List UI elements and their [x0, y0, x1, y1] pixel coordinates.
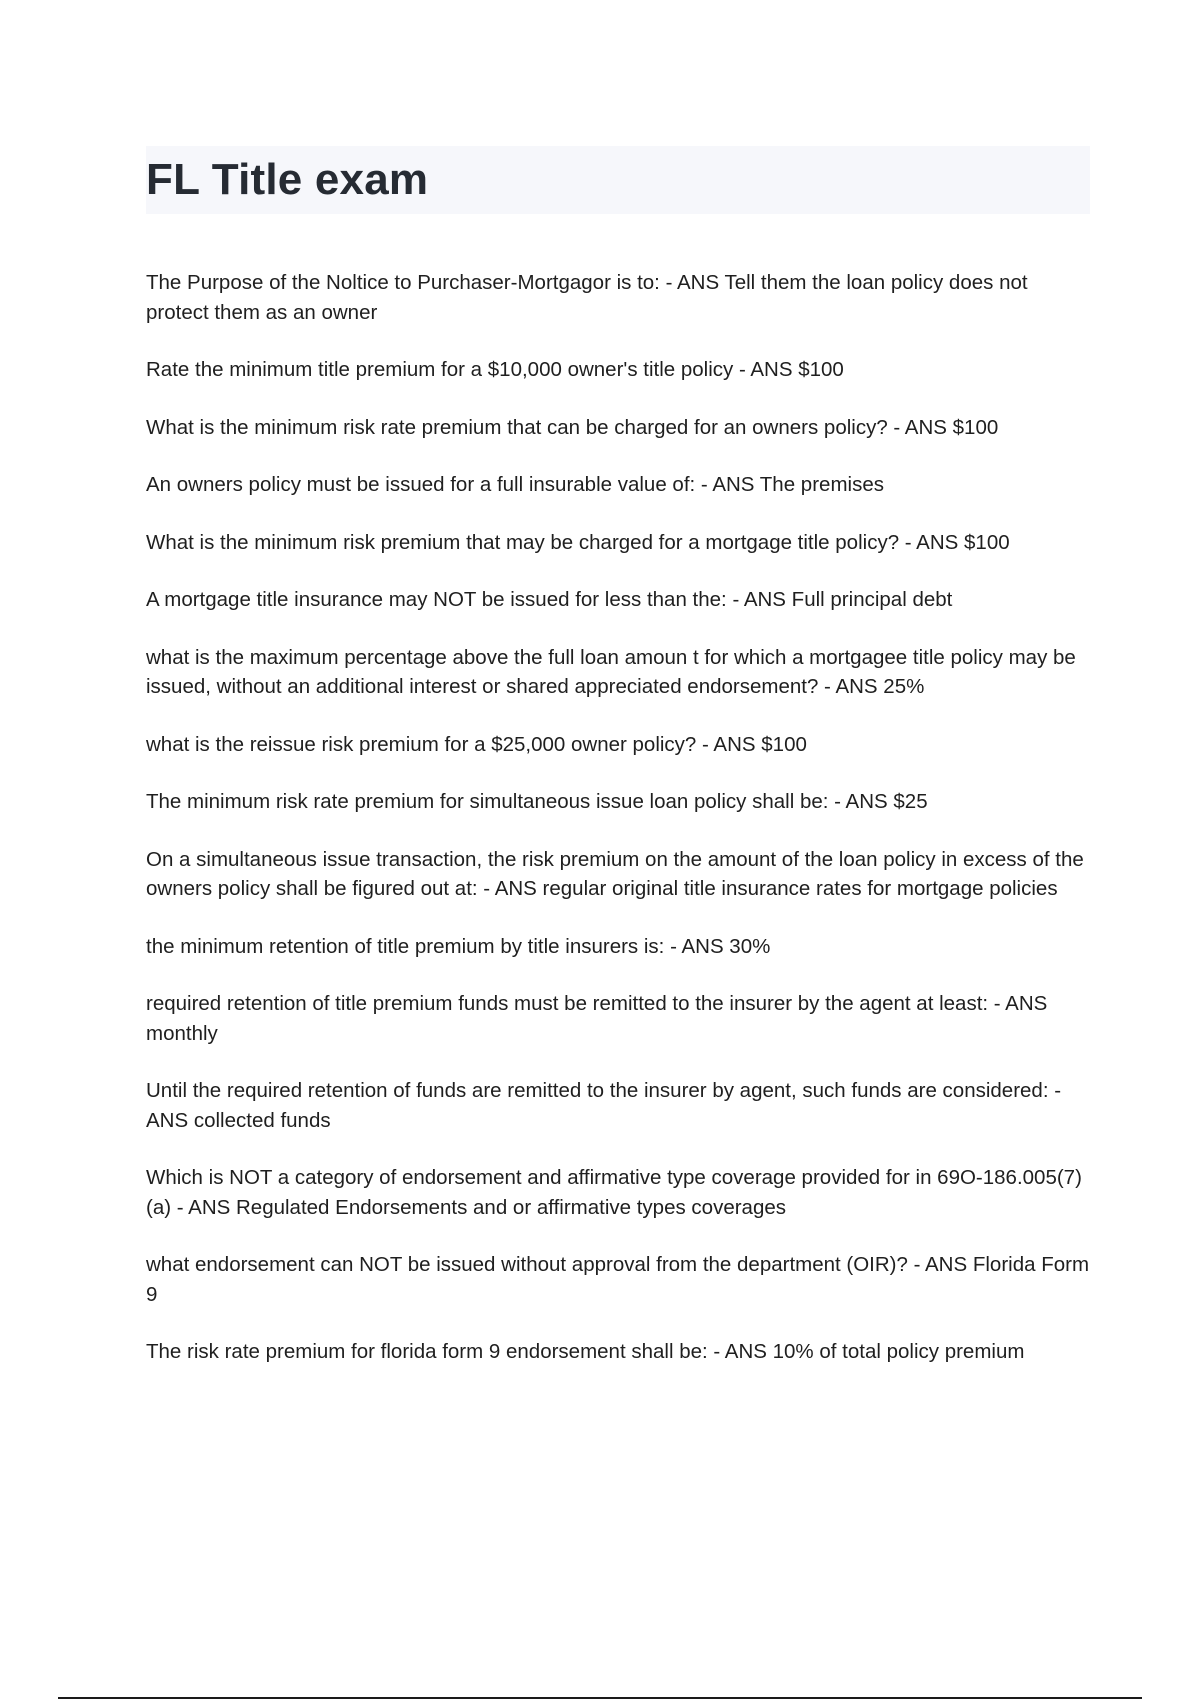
- qa-item: what is the maximum percentage above the full loan amoun t for which a mortgagee title policy may be issued, without an additional interest or shared appreciated endorsement? - ANS 25%: [146, 645, 1076, 698]
- qa-item: Rate the minimum title premium for a $10,000 owner's title policy - ANS $100: [146, 358, 844, 381]
- title-banner: [146, 146, 1090, 214]
- qa-item: On a simultaneous issue transaction, the risk premium on the amount of the loan policy in excess of the owners policy shall be figured out at: - ANS regular original title insurance rates for mortgage policies: [146, 847, 1084, 900]
- qa-item: An owners policy must be issued for a full insurable value of: - ANS The premises: [146, 473, 884, 496]
- qa-item: A mortgage title insurance may NOT be issued for less than the: - ANS Full principal debt: [146, 588, 953, 611]
- qa-item: What is the minimum risk premium that may be charged for a mortgage title policy? - ANS $100: [146, 530, 1010, 554]
- qa-item: what endorsement can NOT be issued without approval from the department (OIR)? - ANS Florida Form 9: [146, 1253, 1090, 1306]
- qa-item: the minimum retention of title premium by title insurers is: - ANS 30%: [146, 934, 771, 958]
- qa-item: What is the minimum risk rate premium that can be charged for an owners policy? - ANS $100: [146, 415, 999, 439]
- qa-item: The Purpose of the Noltice to Purchaser-Mortgagor is to: - ANS Tell them the loan policy does not protect them as an owner: [146, 271, 1028, 324]
- qa-item: Which is NOT a category of endorsement and affirmative type coverage provided for in 69O-186.005(7)(a) - ANS Regulated Endorsements and or affirmative types coverages: [146, 1166, 1082, 1219]
- qa-item: The risk rate premium for florida form 9 endorsement shall be: - ANS 10% of total policy premium: [146, 1340, 1025, 1363]
- qa-item: Until the required retention of funds are remitted to the insurer by agent, such funds are considered: - ANS collected funds: [146, 1079, 1062, 1132]
- qa-item: what is the reissue risk premium for a $25,000 owner policy? - ANS $100: [146, 732, 807, 756]
- footer-divider: [58, 1697, 1142, 1699]
- qa-item: The minimum risk rate premium for simultaneous issue loan policy shall be: - ANS $25: [146, 790, 928, 813]
- page-title: FL Title exam: [146, 155, 429, 204]
- qa-list: [146, 268, 1090, 1395]
- qa-item: required retention of title premium funds must be remitted to the insurer by the agent at least: - ANS monthly: [146, 992, 1048, 1045]
